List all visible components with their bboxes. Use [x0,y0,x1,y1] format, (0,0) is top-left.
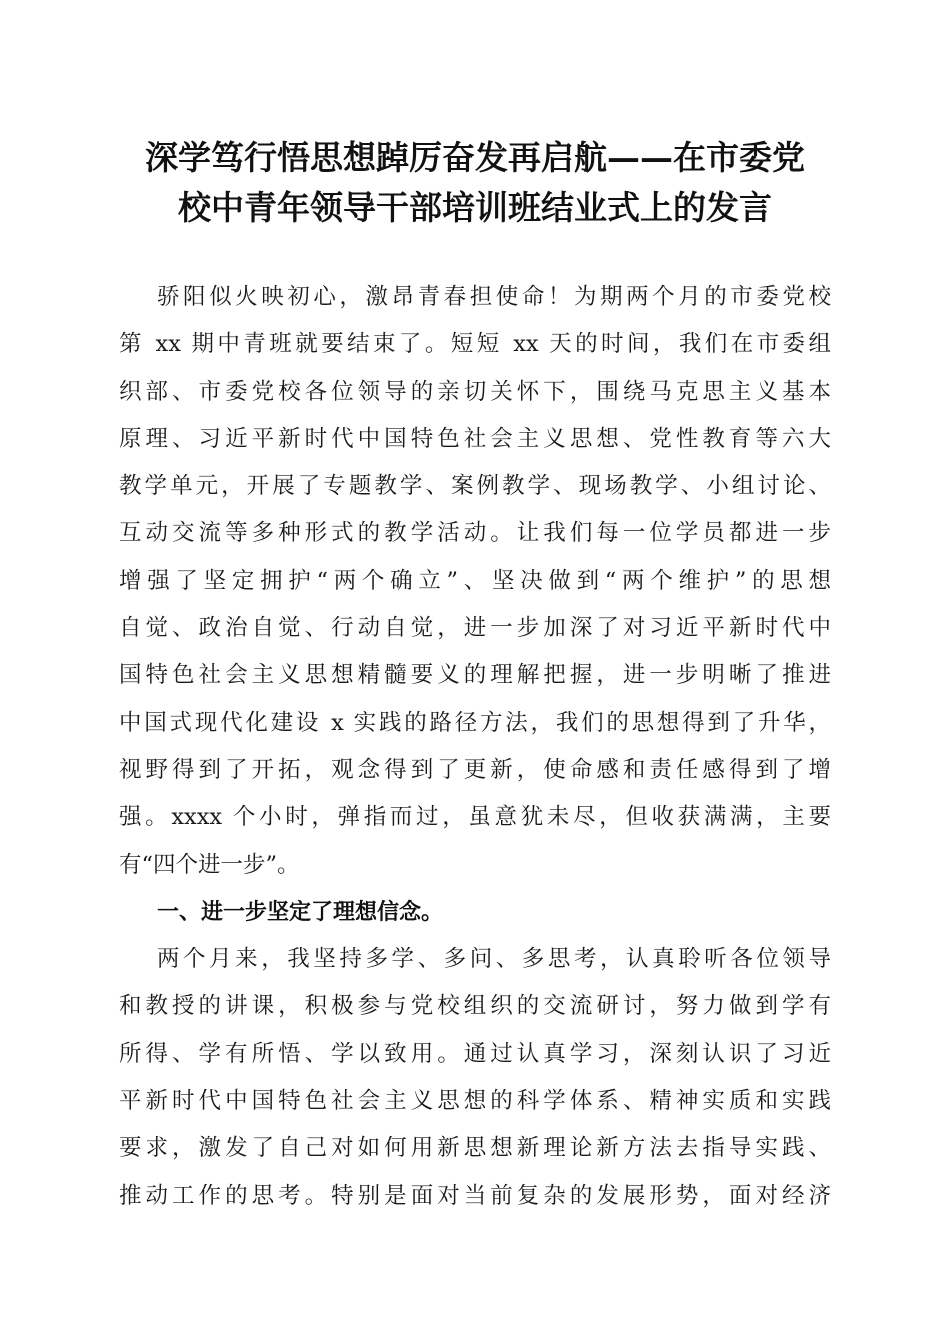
document-body [119,274,831,1220]
text-line: 视野得到了开拓，观念得到了更新，使命感和责任感得到了增 [119,756,831,783]
paragraph-section-1 [119,936,831,1220]
text-line: 骄阳似火映初心，激昂青春担使命！为期两个月的市委党校 [157,284,831,310]
section-heading: 一、进一步坚定了理想信念。 [157,899,444,925]
text-line: 原理、习近平新时代中国特色社会主义思想、党性教育等六大 [119,425,831,452]
text-line: 中国式现代化建设 x 实践的路径方法，我们的思想得到了升华， [119,709,831,736]
text-line: 和教授的讲课，积极参与党校组织的交流研讨，努力做到学有 [119,993,831,1020]
document-title [110,133,840,233]
text-line: 两个月来，我坚持多学、多问、多思考，认真聆听各位领导 [157,946,831,973]
text-line: 国特色社会主义思想精髓要义的理解把握，进一步明晰了推进 [119,662,831,689]
text-line: 教学单元，开展了专题教学、案例教学、现场教学、小组讨论、 [119,473,831,500]
text-line: 织部、市委党校各位领导的亲切关怀下，围绕马克思主义基本 [119,378,831,405]
text-line: 第 xx 期中青班就要结束了。短短 xx 天的时间，我们在市委组 [119,331,831,358]
title-line: 深学笃行悟思想踔厉奋发再启航——在市委党 [145,138,805,177]
text-line: 所得、学有所悟、学以致用。通过认真学习，深刻认识了习近 [119,1040,831,1067]
text-line: 要求，激发了自己对如何用新思想新理论新方法去指导实践、 [119,1135,831,1162]
title-line: 校中青年领导干部培训班结业式上的发言 [178,188,772,227]
text-line: 推动工作的思考。特别是面对当前复杂的发展形势，面对经济 [119,1182,831,1209]
text-line: 互动交流等多种形式的教学活动。让我们每一位学员都进一步 [119,520,831,547]
paragraph-intro [119,274,831,889]
text-line: 强。xxxx 个小时，弹指而过，虽意犹未尽，但收获满满，主要 [119,804,831,831]
text-line: 增强了坚定拥护“两个确立”、坚决做到“两个维护”的思想 [119,567,831,594]
text-line: 平新时代中国特色社会主义思想的科学体系、精神实质和实践 [119,1088,831,1115]
text-line: 自觉、政治自觉、行动自觉，进一步加深了对习近平新时代中 [119,615,831,642]
text-line: 有“四个进一步”。 [119,851,300,878]
